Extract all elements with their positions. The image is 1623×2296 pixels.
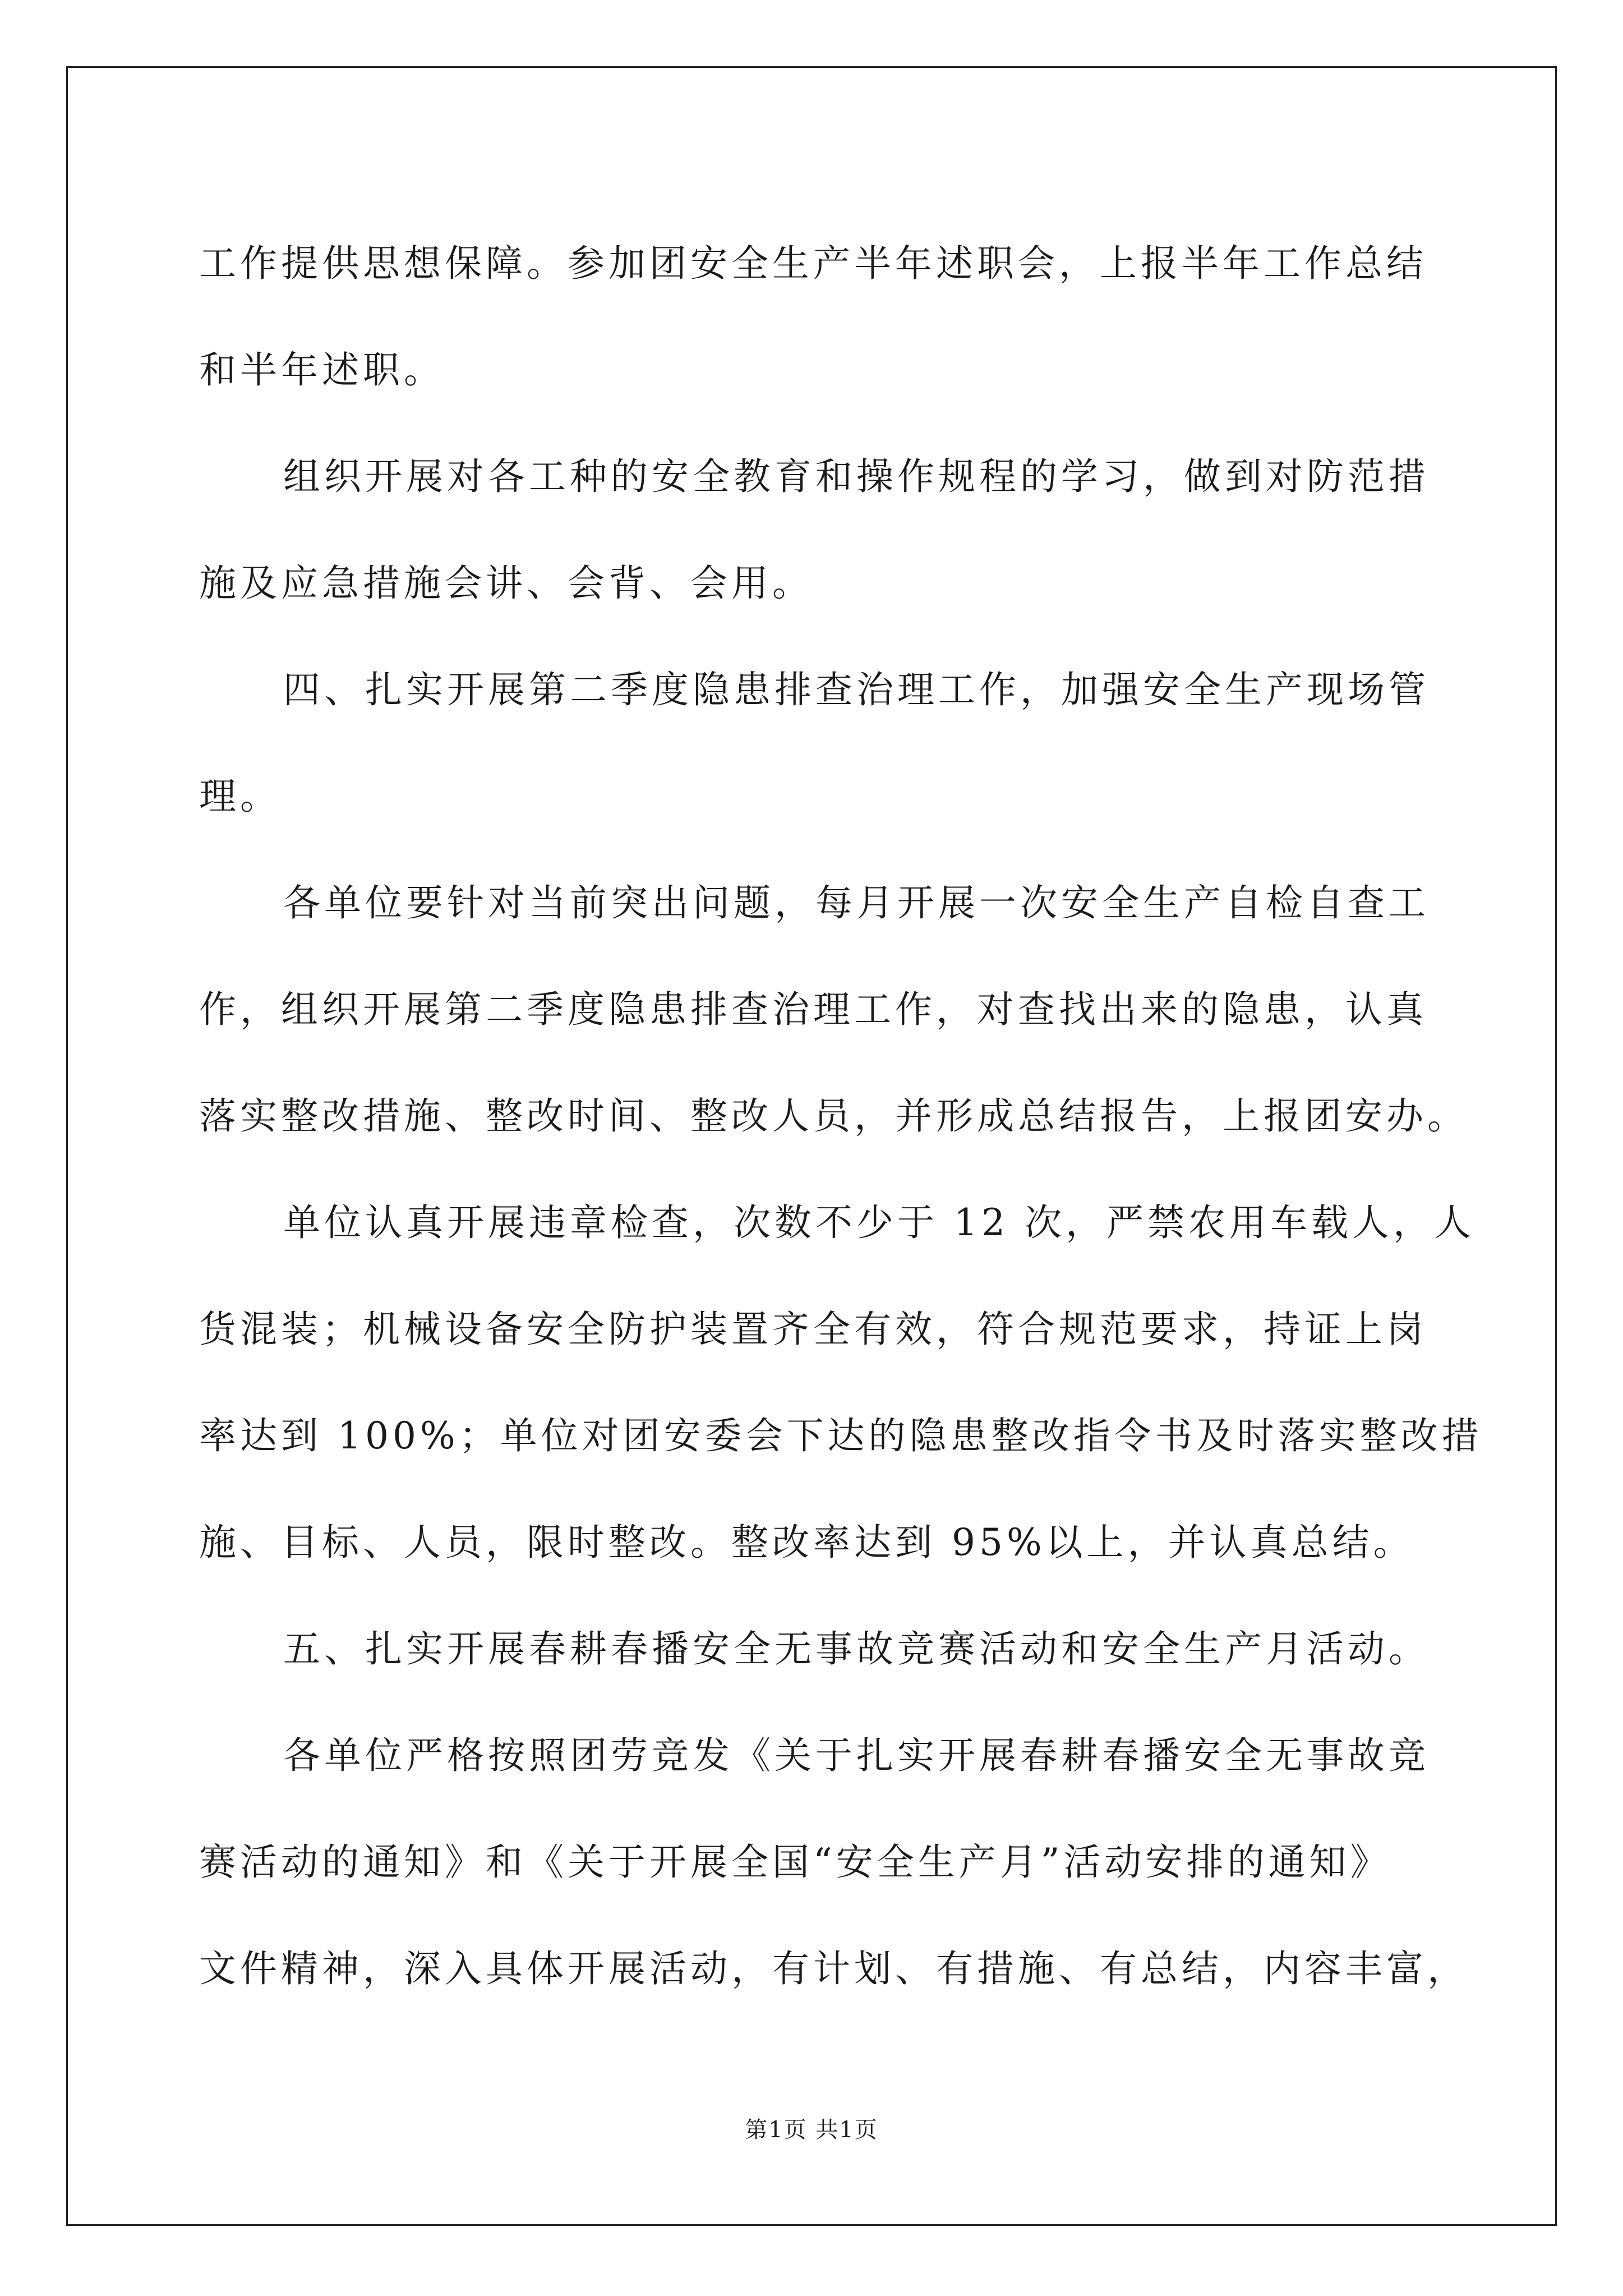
- text-line: 施及应急措施会讲、会背、会用。: [199, 562, 813, 605]
- text-line: 施、目标、人员，限时整改。整改率达到 95%以上，并认真总结。: [199, 1521, 1414, 1564]
- text-line: 理。: [199, 775, 281, 818]
- text-line: 工作提供思想保障。参加团安全生产半年述职会，上报半年工作总结: [199, 242, 1427, 285]
- paragraph-start-line: 各单位严格按照团劳竞发《关于扎实开展春耕春播安全无事故竞: [283, 1734, 1430, 1777]
- text-line: 率达到 100%；单位对团安委会下达的隐患整改指令书及时落实整改措: [199, 1414, 1483, 1457]
- paragraph-start-line: 组织开展对各工种的安全教育和操作规程的学习，做到对防范措: [283, 455, 1430, 498]
- text-line: 货混装；机械设备安全防护装置齐全有效，符合规范要求，持证上岗: [199, 1308, 1427, 1351]
- paragraph-start-line: 单位认真开展违章检查，次数不少于 12 次，严禁农用车载人，人: [283, 1201, 1475, 1244]
- section-heading-four: 四、扎实开展第二季度隐患排查治理工作，加强安全生产现场管: [283, 668, 1430, 711]
- paragraph-start-line: 各单位要针对当前突出问题，每月开展一次安全生产自检自查工: [283, 881, 1430, 924]
- text-line: 落实整改措施、整改时间、整改人员，并形成总结报告，上报团安办。: [199, 1094, 1468, 1138]
- text-line: 赛活动的通知》和《关于开展全国“安全生产月”活动安排的通知》: [199, 1841, 1391, 1884]
- document-body: [199, 210, 1483, 2022]
- text-line: 文件精神，深入具体开展活动，有计划、有措施、有总结，内容丰富，: [199, 1947, 1468, 1990]
- text-line: 作，组织开展第二季度隐患排查治理工作，对查找出来的隐患，认真: [199, 988, 1427, 1031]
- section-heading-five: 五、扎实开展春耕春播安全无事故竞赛活动和安全生产月活动。: [283, 1627, 1430, 1671]
- text-line: 和半年述职。: [199, 348, 445, 392]
- page-number-footer: 第1页 共1页: [745, 2117, 878, 2143]
